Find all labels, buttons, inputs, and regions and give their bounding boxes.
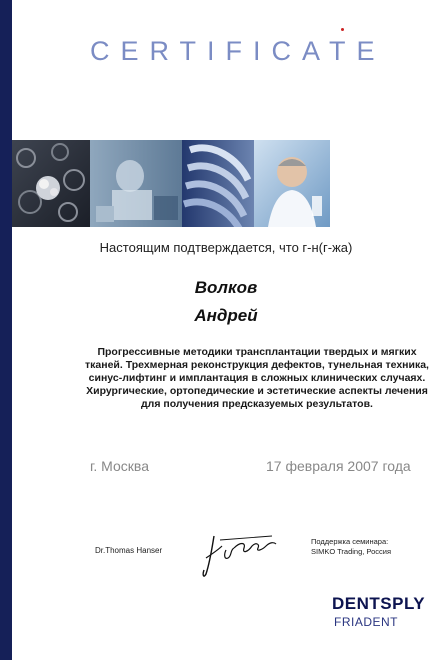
signer-name: Dr.Thomas Hanser [95,546,163,555]
doctor-photo [254,140,330,227]
decorative-dot [341,28,344,31]
certificate-title: CERTIFICATE [90,36,386,66]
implant-thread-photo [182,140,254,227]
handwritten-signature [200,530,278,578]
friadent-logo: FRIADENT [334,615,398,629]
left-accent-bar [0,0,12,660]
recipient-surname: Волков [194,278,258,297]
sponsor-label: Поддержка семинара: [311,537,389,546]
bone-structure-photo [12,140,90,227]
photo-strip [12,140,330,227]
issue-date: 17 февраля 2007 года [266,458,411,474]
certification-statement: Настоящим подтверждается, что г-н(г-жа) [99,240,353,255]
issue-city: г. Москва [90,458,149,474]
dentsply-logo: DENTSPLY [332,594,426,613]
laboratory-photo [90,140,182,227]
course-description: Прогрессивные методики трансплантации твердых и мягких тканей. Трехмерная реконструкция дефектов, тунельная техника, синус-лифтинг и имплантация в сложных клинических случаях. Хирургические, ортопедические и эстетические аспекты лечения для получения предсказуемых результатов. [85,346,429,410]
recipient-first-name: Андрей [194,306,258,325]
sponsor-name: SIMKO Trading, Россия [311,547,392,556]
